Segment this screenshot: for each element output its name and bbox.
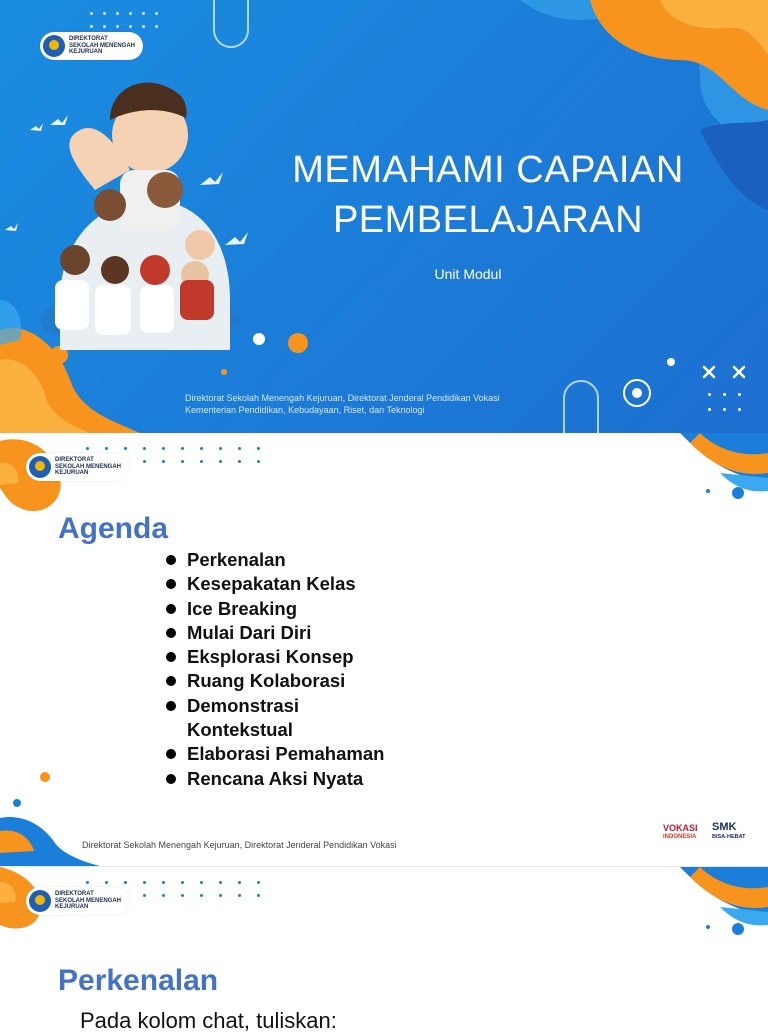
- dot-grid-bottom-right: [708, 393, 741, 411]
- tut-wuri-emblem-icon: [29, 890, 51, 912]
- vokasi-main: VOKASI: [663, 823, 698, 833]
- dot-blue-small: [706, 489, 710, 493]
- vokasi-indonesia-logo: [663, 824, 698, 842]
- logo-line1: DIREKTORAT: [69, 36, 108, 43]
- vokasi-sub: INDONESIA: [663, 834, 697, 840]
- tut-wuri-emblem-icon: [29, 456, 51, 478]
- circle-orange: [288, 333, 308, 353]
- dot-grid-top: [90, 12, 158, 28]
- agenda-list: [165, 548, 465, 791]
- dot-blue-left: [13, 799, 21, 807]
- agenda-item: Ruang Kolaborasi: [165, 669, 465, 693]
- smk-sub: BISA-HEBAT: [712, 834, 746, 840]
- slide-perkenalan[interactable]: [0, 866, 768, 1025]
- agenda-item: Demonstrasi Kontekstual: [165, 694, 327, 743]
- dot-blue-right: [732, 487, 744, 499]
- slide1-footer: [185, 392, 500, 416]
- agenda-item: Rencana Aksi Nyata: [165, 767, 465, 791]
- smk-main: SMK: [712, 821, 737, 833]
- dot-orange-left: [40, 772, 50, 782]
- dot-blue-small: [706, 925, 710, 929]
- perkenalan-title: Perkenalan: [58, 964, 219, 997]
- logo-line2: SEKOLAH MENENGAH: [69, 42, 136, 49]
- arch-bottom: [564, 381, 598, 433]
- logo-line3: KEJURUAN: [55, 904, 89, 911]
- slide-subtitle: Unit Modul: [434, 266, 502, 282]
- footer-line1: Direktorat Sekolah Menengah Kejuruan, Direktorat Jenderal Pendidikan Vokasi: [185, 393, 500, 403]
- agenda-item: Elaborasi Pemahaman: [165, 742, 465, 766]
- agenda-item: Eksplorasi Konsep: [165, 645, 465, 669]
- tut-wuri-emblem-icon: [43, 35, 65, 57]
- agenda-title: Agenda: [58, 512, 169, 545]
- directorate-logo-perkenalan: [26, 887, 129, 915]
- agenda-item: Mulai Dari Diri: [165, 621, 465, 645]
- logo-line1: DIREKTORAT: [55, 457, 94, 464]
- logo-line2: SEKOLAH MENENGAH: [55, 897, 122, 904]
- directorate-logo: [40, 32, 143, 60]
- agenda-footer: Direktorat Sekolah Menengah Kejuruan, Direktorat Jenderal Pendidikan Vokasi: [82, 840, 397, 850]
- directorate-logo-agenda: [26, 453, 129, 481]
- arch-top: [214, 0, 248, 47]
- agenda-item: Perkenalan: [165, 548, 465, 572]
- footer-line2: Kementerian Pendidikan, Kebudayaan, Riset, dan Teknologi: [185, 405, 425, 415]
- students-saluting-illustration: [40, 83, 240, 350]
- slide-title[interactable]: [0, 0, 768, 433]
- logo-line1: DIREKTORAT: [55, 891, 94, 898]
- dot-orange-small: [221, 369, 227, 375]
- logo-line3: KEJURUAN: [55, 470, 89, 477]
- dot-blue-right: [732, 923, 744, 935]
- perkenalan-body: Pada kolom chat, tuliskan:: [80, 1008, 337, 1033]
- wave-left-light: [0, 300, 21, 345]
- logo-line3: KEJURUAN: [69, 49, 103, 56]
- circle-white: [253, 333, 265, 345]
- slide-title-text: MEMAHAMI CAPAIAN PEMBELAJARAN: [292, 149, 684, 241]
- ring-center: [632, 388, 642, 398]
- cross-icons: [704, 367, 744, 377]
- dot-small-white: [667, 358, 675, 366]
- smk-bisa-hebat-logo: [712, 822, 746, 842]
- agenda-item: Kesepakatan Kelas: [165, 572, 465, 596]
- logo-line2: SEKOLAH MENENGAH: [55, 463, 122, 470]
- agenda-item: Ice Breaking: [165, 597, 465, 621]
